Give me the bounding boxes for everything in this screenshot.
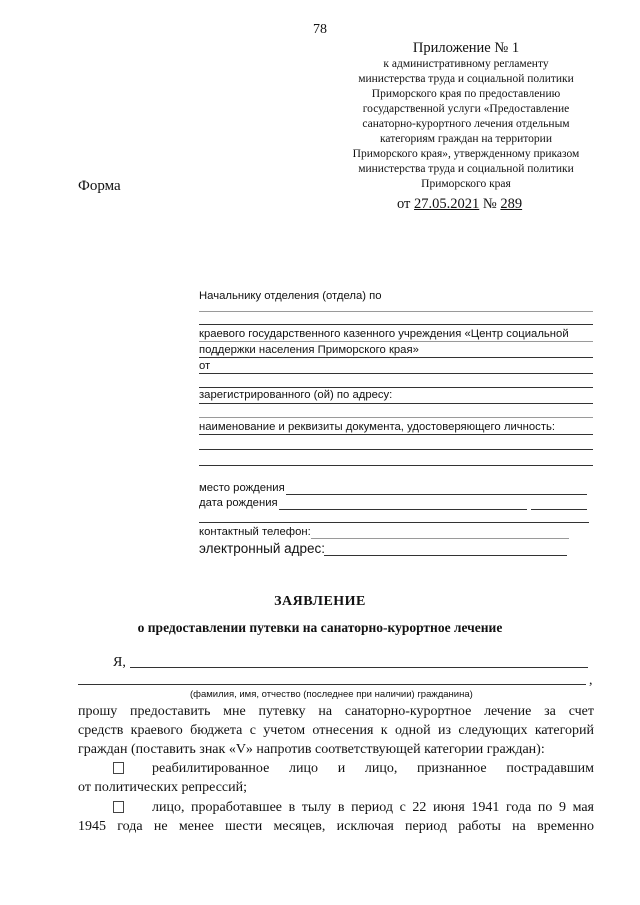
option-home-front-line: лицо, проработавшее в тылу в период с 22 июня 1941 года по 9 мая bbox=[152, 800, 594, 815]
registered-address-label: зарегистрированного (ой) по адресу: bbox=[199, 389, 393, 401]
from-field[interactable] bbox=[199, 373, 593, 374]
order-number-sign: № bbox=[482, 196, 497, 212]
document-field-extra[interactable] bbox=[199, 465, 593, 466]
appendix-line: государственной услуги «Предоставление bbox=[362, 103, 570, 115]
document-field[interactable] bbox=[199, 434, 593, 435]
order-number: 289 bbox=[500, 196, 523, 212]
department-field[interactable] bbox=[199, 324, 593, 325]
address-field[interactable] bbox=[199, 403, 593, 404]
i-label: Я, bbox=[113, 655, 126, 670]
appendix-line: министерства труда и социальной политики bbox=[358, 163, 574, 175]
full-name-field[interactable] bbox=[130, 667, 588, 668]
to-head-label: Начальнику отделения (отдела) по bbox=[199, 290, 382, 302]
comma: , bbox=[589, 673, 593, 688]
birth-date-field-extra[interactable] bbox=[531, 509, 587, 510]
appendix-line: министерства труда и социальной политики bbox=[358, 73, 574, 85]
page-number: 78 bbox=[313, 22, 327, 37]
divider bbox=[199, 311, 593, 312]
request-line: средств краевого бюджета с учетом отнесения к одной из следующих категорий bbox=[78, 723, 594, 738]
institution-line-1: краевого государственного казенного учреждения «Центр социальной bbox=[199, 328, 569, 340]
order-prefix: от bbox=[397, 196, 411, 212]
birth-place-field[interactable] bbox=[286, 494, 587, 495]
appendix-line: категориям граждан на территории bbox=[380, 133, 552, 145]
order-date: 27.05.2021 bbox=[414, 196, 480, 212]
full-name-caption: (фамилия, имя, отчество (последнее при наличии) гражданина) bbox=[190, 689, 473, 700]
birth-date-field[interactable] bbox=[279, 509, 527, 510]
email-field[interactable] bbox=[324, 555, 567, 556]
email-label: электронный адрес: bbox=[199, 541, 326, 556]
appendix-line: Приморского края по предоставлению bbox=[371, 88, 561, 100]
appendix-block bbox=[330, 40, 602, 192]
request-line: прошу предоставить мне путевку на санаторно-курортное лечение за счет bbox=[78, 704, 594, 719]
appendix-line: Приморского края bbox=[421, 178, 511, 190]
option-home-front-line: 1945 года не менее шести месяцев, исключая период работы на временно bbox=[78, 819, 594, 834]
from-label: от bbox=[199, 360, 211, 372]
from-field-extra[interactable] bbox=[199, 387, 593, 388]
appendix-line: Приморского края», утвержденному приказом bbox=[352, 148, 580, 160]
divider bbox=[199, 522, 589, 523]
birth-date-label: дата рождения bbox=[199, 497, 278, 509]
institution-line-2: поддержки населения Приморского края» bbox=[199, 344, 419, 356]
address-field-extra[interactable] bbox=[199, 417, 593, 418]
option-repressed-line: от политических репрессий; bbox=[78, 780, 248, 795]
phone-field[interactable] bbox=[311, 538, 569, 539]
document-field-extra[interactable] bbox=[199, 449, 593, 450]
appendix-title: Приложение № 1 bbox=[412, 40, 520, 56]
checkbox-home-front[interactable] bbox=[113, 799, 124, 817]
request-line: граждан (поставить знак «V» напротив соответствующей категории граждан): bbox=[78, 742, 545, 757]
divider bbox=[199, 357, 593, 358]
full-name-field-extra[interactable] bbox=[78, 684, 586, 685]
option-repressed-line: реабилитированное лицо и лицо, признанное пострадавшим bbox=[152, 761, 594, 776]
checkbox-repressed[interactable] bbox=[113, 760, 124, 778]
divider bbox=[199, 341, 593, 342]
appendix-line: к административному регламенту bbox=[383, 58, 549, 70]
statement-title: ЗАЯВЛЕНИЕ bbox=[274, 594, 366, 609]
form-label: Форма bbox=[78, 178, 121, 194]
phone-label: контактный телефон: bbox=[199, 526, 311, 538]
appendix-line: санаторно-курортного лечения отдельным bbox=[362, 118, 570, 130]
statement-subtitle: о предоставлении путевки на санаторно-курортное лечение bbox=[137, 620, 503, 635]
birth-place-label: место рождения bbox=[199, 482, 285, 494]
identity-document-label: наименование и реквизиты документа, удостоверяющего личность: bbox=[199, 421, 556, 433]
